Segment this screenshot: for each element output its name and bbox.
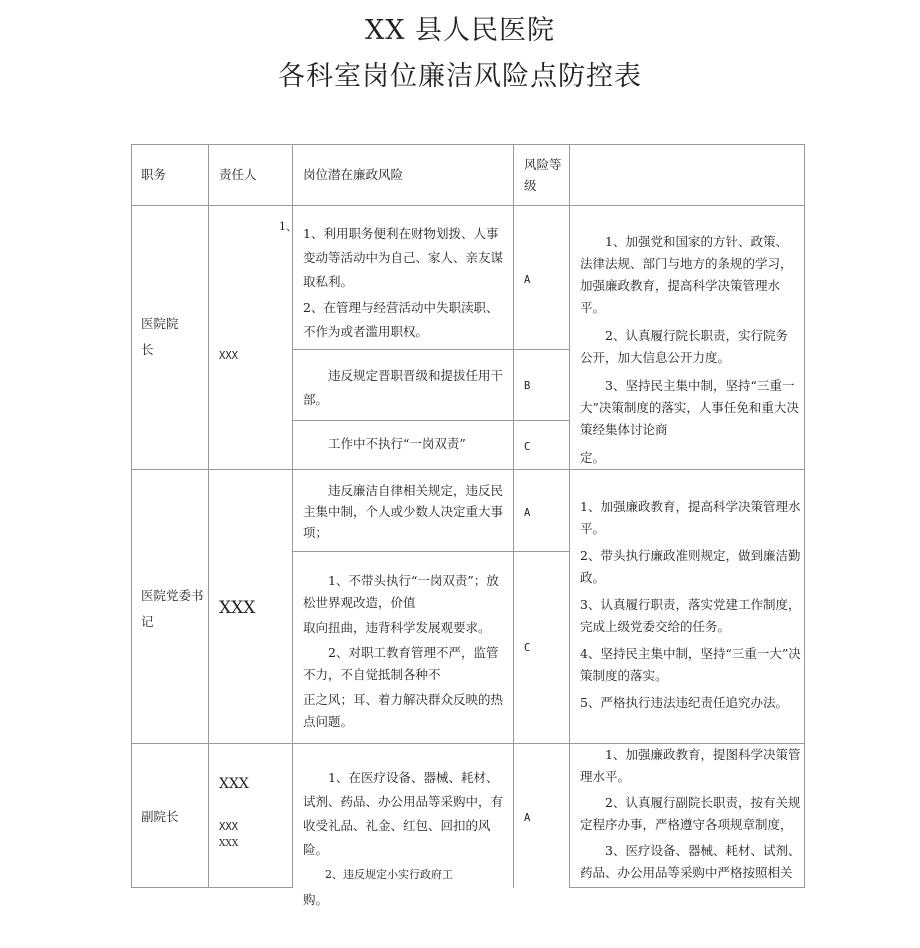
row1-measures-text: 1、加强党和国家的方针、政策、法律法规、部门与地方的条规的学习，加强廉政教育，提高科学决策管理水平。 2、认真履行院长职责，实行院务公开，加大信息公开力度。 3、坚持民主集中制，坚持“三重一大”决策制度的落实，人事任免和重大决策经集体讨论商 定。 [580, 234, 799, 465]
row2-risk1-cell [292, 469, 514, 552]
row1-person: XXX [219, 350, 238, 362]
row3-measures-cell [569, 743, 805, 888]
title-table: 各科室岗位廉洁风险点防控表 [278, 61, 642, 92]
row2-position-cell [131, 469, 209, 744]
header-person: 责任人 [219, 167, 257, 182]
header-level: 风险等级 [524, 157, 562, 193]
title-hospital: XX 县人民医院 [364, 15, 556, 46]
row1-risk3-cell [292, 420, 514, 470]
header-level-cell [513, 144, 570, 206]
row2-risk2-cell [292, 551, 514, 744]
row3-person-3: XXX [219, 839, 239, 849]
row1-risk2-text: 违反规定晋职晋级和提拔任用干部。 [303, 368, 504, 407]
header-person-cell [208, 144, 293, 206]
row1-risk1-text: 1、利用职务便利在财物划拨、人事变动等活动中为自己、家人、亲友谋取私利。 2、在管理与经营活动中失职渎职、不作为或者滥用职权。 [303, 226, 504, 339]
row3-position: 副院长 [141, 809, 179, 824]
row3-measures-text: 1、加强廉政教育，提图科学决策管理水平。 2、认真履行副院长职责，按有关规定程序办事，严格遵守各项规章制度， 3、医疗设备、器械、耗材、试剂、药品、办公用品等采购中严格按照相关 [580, 747, 801, 880]
row3-risk1-text: 1、在医疗设备、器械、耗材、试剂、药品、办公用品等采购中，有收受礼品、礼金、红包、回扣的风险。 2、违反规定小实行政府工 购。 [303, 770, 504, 907]
header-position: 职务 [141, 167, 167, 182]
row1-level3-cell [513, 420, 570, 470]
row2-level2: C [524, 642, 531, 654]
row1-risk2-cell [292, 349, 514, 421]
row1-risk1-cell [279, 205, 514, 350]
row2-person: XXX [219, 598, 256, 618]
row1-level2: B [524, 380, 531, 392]
row3-person-2: XXX [219, 821, 238, 833]
row2-risk1-text: 违反廉洁自律相关规定，违反民主集中制，个人或少数人决定重大事项； [303, 483, 504, 540]
row2-risk2-text: 1、不带头执行“一岗双责”；放松世界观改造，价值 取向扭曲，违背科学发展观要求。 2、对职工教育管理不严，监管不力，不自觉抵制各种不 正之风；耳、着力解决群众反映的热点问题。 [303, 573, 504, 729]
header-position-cell [131, 144, 209, 206]
header-risk-cell [292, 144, 514, 206]
row1-level1: A [524, 274, 531, 286]
header-measures-cell [569, 144, 805, 206]
row1-level3: C [524, 441, 531, 453]
row1-person-cell [208, 205, 297, 470]
row1-risk3-text: 工作中不执行“一岗双责” [328, 436, 466, 451]
row3-position-cell [131, 743, 209, 888]
row3-risk1-cell [292, 743, 514, 907]
row3-person-cell [208, 743, 293, 888]
row1-position-cell [131, 205, 209, 470]
row1-level1-cell [513, 205, 570, 350]
header-risk: 岗位潜在廉政风险 [303, 167, 404, 182]
row2-measures-cell [569, 469, 805, 744]
row2-position: 医院党委书 记 [141, 588, 204, 629]
row1-position: 医院院 长 [141, 316, 179, 357]
row3-person-1: XXX [219, 776, 249, 792]
row1-measures-cell [569, 205, 805, 470]
row1-mark: 1、 [279, 220, 297, 233]
row3-level1: A [524, 812, 531, 824]
row3-level1-cell [513, 743, 570, 888]
row2-level1: A [524, 507, 531, 519]
row2-measures-text: 1、加强廉政教育，提高科学决策管理水平。 2、带头执行廉政准则规定，做到廉洁勤政。 3、认真履行职责，落实党建工作制度，完成上级党委交给的任务。 4、坚持民主集中制，坚持“三重一大”决策制度的落实。 5、严格执行违法违纪责任追究办法。 [580, 499, 801, 710]
row2-level1-cell [513, 469, 570, 552]
row2-person-cell [208, 469, 293, 744]
row2-level2-cell [513, 551, 570, 744]
row1-level2-cell [513, 349, 570, 421]
